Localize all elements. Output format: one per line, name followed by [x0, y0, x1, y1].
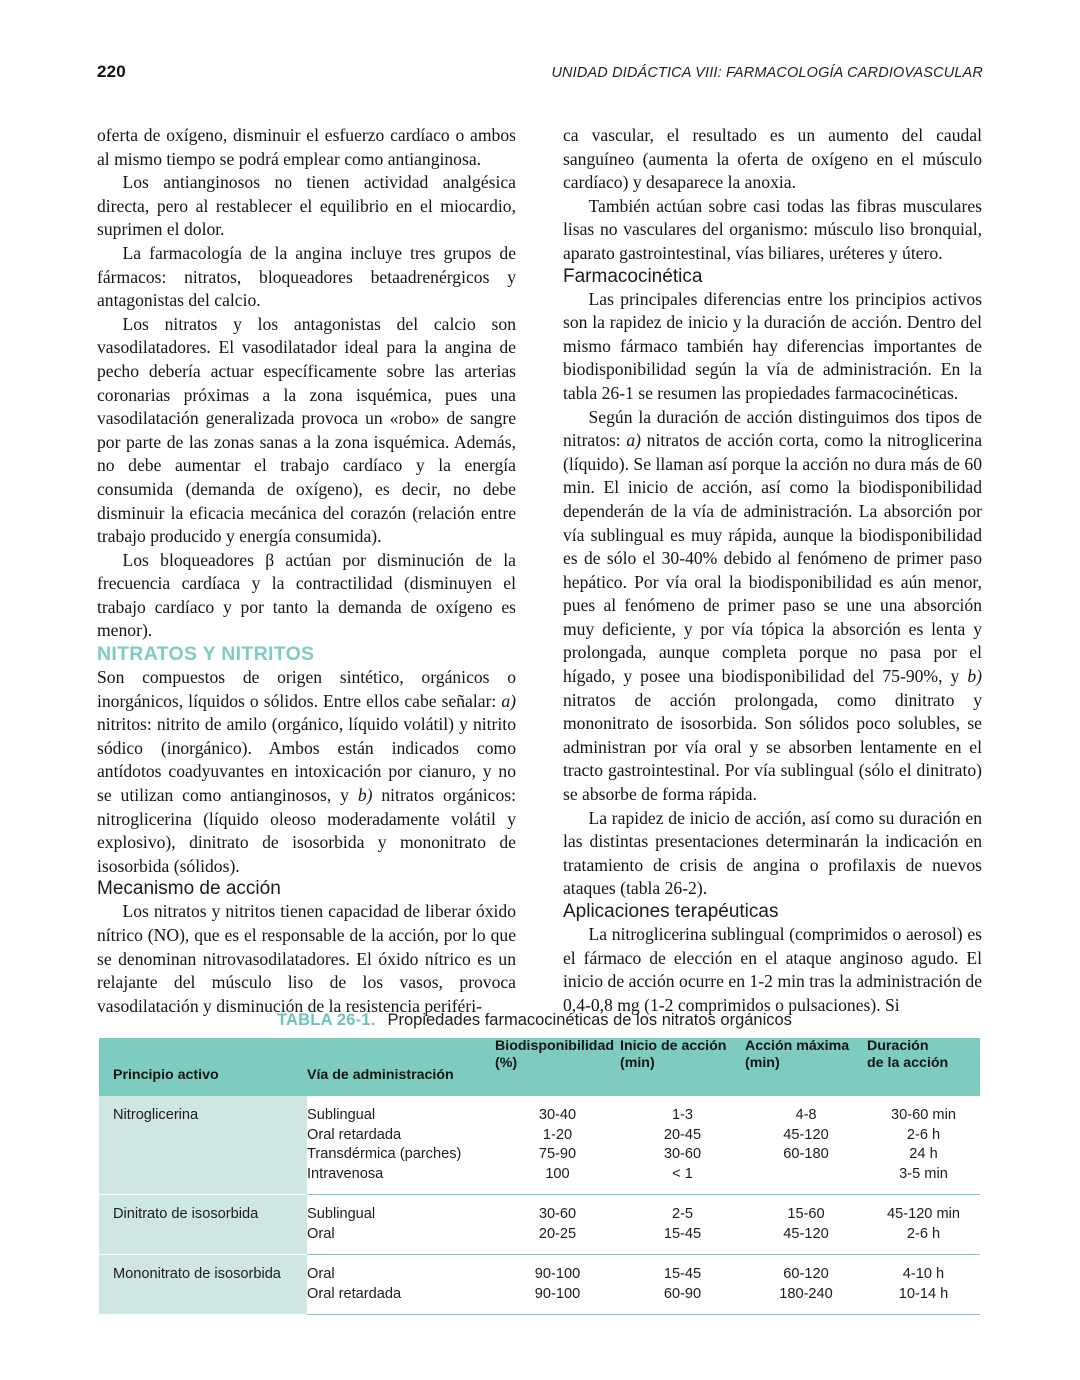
- running-head: [97, 62, 983, 82]
- cell-duracion: [867, 1255, 980, 1315]
- table-caption: [99, 1011, 980, 1030]
- cell-line: Oral: [307, 1266, 335, 1282]
- table-title: Propiedades farmacocinéticas de los nitratos orgánicos: [387, 1011, 792, 1029]
- cell-line: 15-60: [787, 1206, 825, 1222]
- paragraph: La farmacología de la angina incluye tres grupos de fármacos: nitratos, bloqueadores betaadrenérgicos y antagonistas del calcio.: [97, 242, 516, 311]
- cell-inicio-accion: [620, 1195, 745, 1255]
- paragraph: También actúan sobre casi todas las fibras musculares lisas no vasculares del organismo: músculo liso bronquial, aparato gastrointestinal, vías biliares, uréteres y útero.: [563, 195, 982, 263]
- cell-principio-activo: Mononitrato de isosorbida: [99, 1255, 307, 1315]
- cell-principio-activo: Dinitrato de isosorbida: [99, 1195, 307, 1255]
- table-header-row: [99, 1038, 980, 1096]
- table-label: TABLA 26-1.: [277, 1011, 376, 1029]
- text-run-italic: a): [501, 690, 516, 711]
- cell-line: 45-120 min: [886, 1206, 960, 1222]
- table-head: [99, 1038, 980, 1096]
- cell-line: Oral retardada: [307, 1126, 402, 1143]
- header-line-1: Duración: [867, 1038, 929, 1054]
- table-block: [99, 1011, 980, 1315]
- header-line-2: (min): [620, 1055, 655, 1071]
- cell-line: 30-40: [538, 1107, 577, 1123]
- cell-line: Oral: [307, 1225, 335, 1242]
- text-run: Son compuestos de origen sintético, orgánicos o inorgánicos, líquidos o sólidos. Entre ellos cabe señalar:: [97, 667, 516, 711]
- table-body: [99, 1096, 980, 1315]
- col-header-biodisponibilidad: [495, 1038, 620, 1096]
- cell-duracion: [867, 1096, 980, 1195]
- cell-line: 45-120: [783, 1225, 829, 1242]
- cell-via-administracion: [307, 1195, 495, 1255]
- cell-accion-maxima: [745, 1255, 867, 1315]
- cell-line: 60-120: [783, 1266, 829, 1282]
- cell-line: 2-6 h: [906, 1126, 941, 1143]
- col-header-via-administracion: [307, 1038, 495, 1096]
- cell-line: Sublingual: [307, 1107, 376, 1123]
- cell-accion-maxima: [745, 1096, 867, 1195]
- cell-duracion: [867, 1195, 980, 1255]
- cell-via-administracion: [307, 1255, 495, 1315]
- text-run: Según la duración de acción distinguimos dos tipos de nitratos:: [563, 406, 982, 451]
- paragraph: Los antianginosos no tienen actividad analgésica directa, pero al restablecer el equilibrio en el miocardio, suprimen el dolor.: [97, 172, 516, 240]
- text-run-italic: a): [626, 430, 641, 451]
- paragraph: La nitroglicerina sublingual (comprimidos o aerosol) es el fármaco de elección en el ataque anginoso agudo. El inicio de acción ocurre en 1-2 min tras la administración de 0,4-0,8 mg (1-2 comprimidos o pulsaciones). Si: [563, 924, 982, 1015]
- cell-line: 1-20: [542, 1126, 573, 1143]
- header-line-1: Vía de administración: [307, 1067, 454, 1083]
- paragraph: Los nitratos y los antagonistas del calcio son vasodilatadores. El vasodilatador ideal para la angina de pecho debería actuar específicamente sobre las arterias coronarias próximas a la zona isquémica, pues una vasodilatación generalizada provoca un «robo» de sangre por parte de las zonas sanas a la zona isquémica. Además, no debe aumentar el trabajo cardíaco y la energía consumida (demanda de oxígeno), es decir, no debe disminuir la eficacia mecánica del corazón (relación entre trabajo producido y energía consumida).: [97, 313, 516, 547]
- header-line-1: Biodisponibilidad: [495, 1038, 615, 1054]
- subheading-mecanismo: Mecanismo de acción: [97, 878, 281, 900]
- cell-line: 30-60 min: [891, 1107, 956, 1123]
- header-line-1: Principio activo: [113, 1067, 219, 1083]
- cell-inicio-accion: [620, 1255, 745, 1315]
- cell-line: Transdérmica (parches): [307, 1146, 462, 1162]
- text-run-italic: b): [357, 785, 373, 806]
- running-title: UNIDAD DIDÁCTICA VIII: FARMACOLOGÍA CARDIOVASCULAR: [551, 65, 983, 81]
- cell-biodisponibilidad: [495, 1096, 620, 1195]
- cell-line: Sublingual: [307, 1206, 376, 1222]
- right-column: [563, 124, 982, 1018]
- col-header-principio-activo: [99, 1038, 307, 1096]
- cell-inicio-accion: [620, 1096, 745, 1195]
- cell-biodisponibilidad: [495, 1255, 620, 1315]
- cell-line: 1-3: [671, 1107, 694, 1123]
- cell-line: 2-5: [671, 1206, 694, 1222]
- paragraph: Los bloqueadores β actúan por disminución de la frecuencia cardíaca y la contractilidad (disminuyen el trabajo cardíaco y por tanto la demanda de oxígeno es menor).: [97, 549, 516, 641]
- left-column: [97, 124, 516, 1018]
- table-row: [99, 1096, 980, 1195]
- cell-line: 30-60: [538, 1206, 577, 1222]
- paragraph: ca vascular, el resultado es un aumento del caudal sanguíneo (aumenta la oferta de oxígeno en el músculo cardíaco) y desaparece la anoxia.: [563, 125, 982, 193]
- cell-line: 3-5 min: [899, 1165, 948, 1182]
- section-heading-nitratos: NITRATOS Y NITRITOS: [97, 643, 315, 666]
- cell-line: 24 h: [909, 1146, 938, 1162]
- page-number: 220: [97, 62, 126, 81]
- table-row: [99, 1255, 980, 1315]
- header-line-2: (min): [745, 1055, 780, 1071]
- cell-line: 15-45: [663, 1225, 702, 1242]
- cell-line: 20-45: [663, 1126, 702, 1143]
- text-run: nitritos: nitrito de amilo (orgánico, líquido volátil) y nitrito sódico (inorgánico). Ambos están indicados como antídotos coadyuvantes en intoxicación por cianuro, y no se utilizan como antianginosos, y: [97, 714, 516, 806]
- paragraph-tipos-nitratos: [563, 406, 982, 807]
- paragraph: Las principales diferencias entre los principios activos son la rapidez de inicio y la duración de acción. Dentro del mismo fármaco también hay diferencias importantes de biodisponibilidad según la vía de administración. En la tabla 26-1 se resumen las propiedades farmacocinéticas.: [563, 288, 982, 403]
- col-header-accion-maxima: [745, 1038, 867, 1096]
- cell-line: 60-90: [663, 1285, 702, 1302]
- cell-line: 90-100: [534, 1285, 581, 1302]
- cell-line: Oral retardada: [307, 1285, 402, 1302]
- cell-line: 20-25: [538, 1225, 577, 1242]
- header-line-1: Inicio de acción: [620, 1038, 727, 1054]
- cell-line: 180-240: [779, 1285, 833, 1302]
- cell-line: 75-90: [538, 1146, 577, 1162]
- paragraph: La rapidez de inicio de acción, así como su duración en las distintas presentaciones determinarán la indicación en tratamiento de crisis de angina o profilaxis de nuevos ataques (tabla 26-2).: [563, 807, 982, 899]
- cell-line: 2-6 h: [906, 1225, 941, 1242]
- header-line-1: Acción máxima: [745, 1038, 850, 1054]
- cell-line: Intravenosa: [307, 1165, 384, 1182]
- paragraph-nitratos: [97, 666, 516, 878]
- cell-via-administracion: [307, 1096, 495, 1195]
- pharmacokinetics-table: [99, 1038, 980, 1315]
- body-columns: [97, 124, 983, 1018]
- cell-line: < 1: [672, 1165, 693, 1182]
- cell-line: 60-180: [783, 1146, 829, 1162]
- table-row: [99, 1195, 980, 1255]
- cell-accion-maxima: [745, 1195, 867, 1255]
- text-run-italic: b): [967, 666, 982, 687]
- subheading-farmacocinetica: Farmacocinética: [563, 265, 703, 287]
- cell-line: 4-8: [795, 1107, 817, 1123]
- header-line-2: (%): [495, 1055, 518, 1071]
- paragraph: oferta de oxígeno, disminuir el esfuerzo cardíaco o ambos al mismo tiempo se podrá emplear como antianginosa.: [97, 125, 516, 169]
- paragraph: Los nitratos y nitritos tienen capacidad de liberar óxido nítrico (NO), que es el responsable de la acción, por lo que se denominan nitrovasodilatadores. El óxido nítrico es un relajante del músculo liso de los vasos, provoca vasodilatación y disminución de la resistencia periféri-: [97, 901, 516, 1016]
- cell-line: [745, 1165, 867, 1185]
- cell-line: 30-60: [663, 1146, 702, 1162]
- cell-line: 10-14 h: [898, 1285, 949, 1302]
- header-line-2: de la acción: [867, 1055, 949, 1071]
- col-header-inicio-accion: [620, 1038, 745, 1096]
- cell-line: 4-10 h: [902, 1266, 945, 1282]
- cell-line: 45-120: [783, 1126, 829, 1143]
- text-run: nitratos de acción corta, como la nitroglicerina (líquido). Se llaman así porque la acción no dura más de 60 min. El inicio de acción, así como la biodisponibilidad dependerán de la vía de administración. La absorción por vía sublingual es muy rápida, aunque la biodisponibilidad es de sólo el 30-40% debido al fenómeno de primer paso hepático. Por vía oral la biodisponibilidad es aún menor, pues al fenómeno de primer paso se une una absorción muy deficiente, y por vía tópica la absorción es lenta y prolongada, aunque completa porque no pasa por el hígado, y posee una biodisponibilidad del 75-90%, y: [563, 430, 982, 687]
- subheading-aplicaciones: Aplicaciones terapéuticas: [563, 901, 779, 922]
- cell-line: 90-100: [534, 1266, 581, 1282]
- text-run: nitratos orgánicos: nitroglicerina (líquido oleoso moderadamente volátil y explosivo), dinitrato de isosorbida y mononitrato de isosorbida (sólidos).: [97, 785, 516, 876]
- cell-biodisponibilidad: [495, 1195, 620, 1255]
- cell-line: 100: [545, 1165, 570, 1182]
- cell-principio-activo: Nitroglicerina: [99, 1096, 307, 1195]
- cell-line: 15-45: [663, 1266, 702, 1282]
- col-header-duracion: [867, 1038, 980, 1096]
- text-run: nitratos de acción prolongada, como dinitrato y mononitrato de isosorbida. Son sólidos poco solubles, se administran por vía oral y se absorben lentamente en el tracto gastrointestinal. Por vía sublingual (sólo el dinitrato) se absorbe de forma rápida.: [563, 689, 982, 805]
